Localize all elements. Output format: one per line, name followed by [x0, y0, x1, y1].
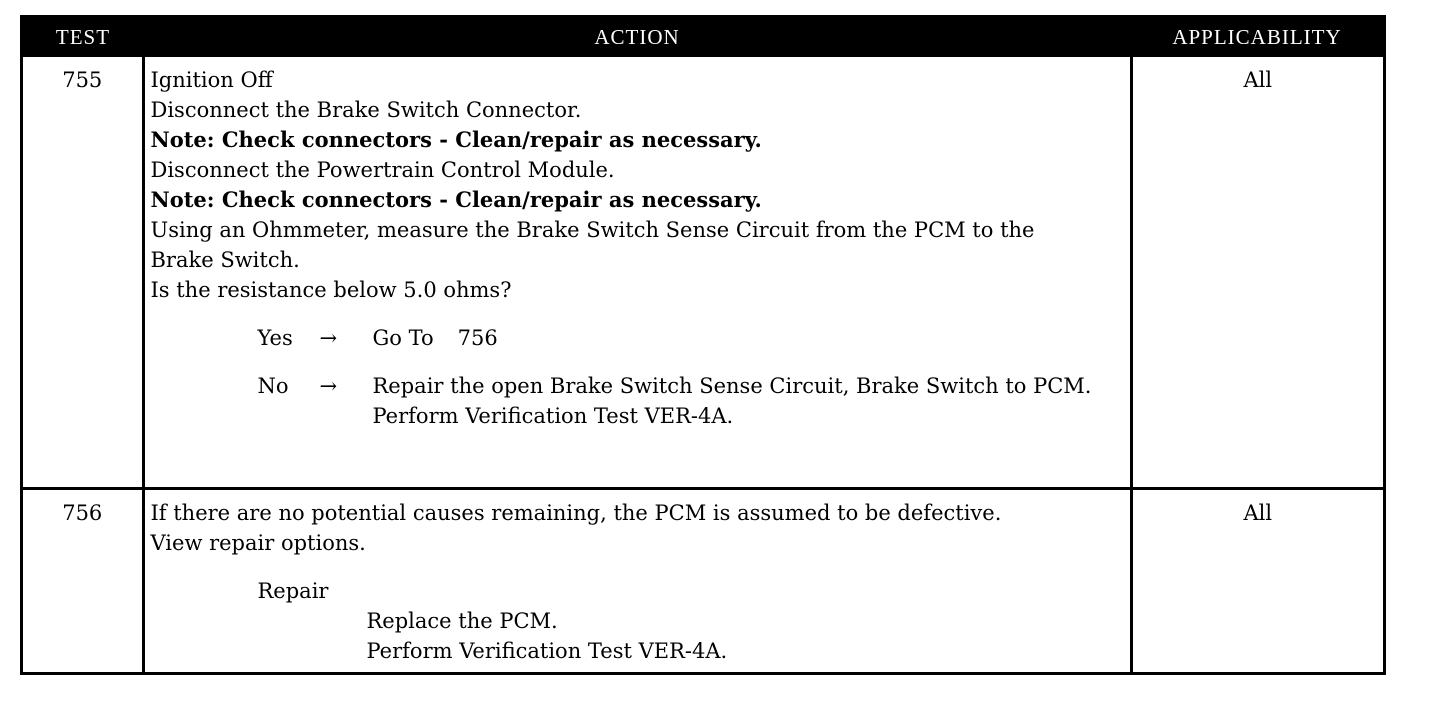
branch-no-label: No [257, 374, 289, 398]
diagnostic-table-frame [20, 15, 1386, 675]
action-cell [143, 57, 1131, 489]
action-line: View repair options. [150, 531, 366, 555]
action-cell [143, 489, 1131, 675]
branch-yes-label: Yes [257, 326, 293, 350]
repair-step: Replace the PCM. [366, 609, 558, 633]
branch-yes-destination [373, 323, 1124, 353]
branch-no [258, 371, 1124, 431]
no-repair-instruction: Repair the open Brake Switch Sense Circuit, Brake Switch to PCM. [372, 374, 1092, 398]
action-line: Disconnect the Powertrain Control Module. [150, 158, 615, 182]
action-line: Ignition Off [150, 68, 273, 92]
action-line: Brake Switch. [150, 248, 300, 272]
action-line: Using an Ohmmeter, measure the Brake Switch Sense Circuit from the PCM to the [150, 218, 1035, 242]
table-header-row [23, 18, 1383, 57]
branch-no-destination [373, 371, 1124, 431]
no-verification-instruction: Perform Verification Test VER-4A. [372, 404, 734, 428]
header-applicability: APPLICABILITY [1131, 18, 1383, 57]
diagnostic-table [23, 18, 1383, 674]
action-line: Disconnect the Brake Switch Connector. [150, 98, 582, 122]
action-line: If there are no potential causes remaining, the PCM is assumed to be defective. [150, 501, 1002, 525]
table-row-756 [23, 489, 1383, 675]
table-row-755 [23, 57, 1383, 489]
action-note: Note: Check connectors - Clean/repair as necessary. [150, 187, 762, 212]
test-number: 755 [23, 57, 143, 489]
arrow-right-icon: → [319, 374, 338, 398]
header-action: ACTION [143, 18, 1131, 57]
header-test: TEST [23, 18, 143, 57]
applicability-value: All [1243, 501, 1273, 525]
arrow-right-icon: → [319, 326, 338, 350]
test-number: 756 [23, 489, 143, 675]
goto-text: Go To [372, 326, 434, 350]
branch-yes [258, 323, 1124, 353]
action-note: Note: Check connectors - Clean/repair as necessary. [150, 127, 762, 152]
applicability-value: All [1131, 57, 1383, 489]
goto-target: 756 [457, 326, 498, 350]
repair-step: Perform Verification Test VER-4A. [366, 639, 728, 663]
action-question: Is the resistance below 5.0 ohms? [150, 278, 512, 302]
repair-label: Repair [257, 579, 329, 603]
